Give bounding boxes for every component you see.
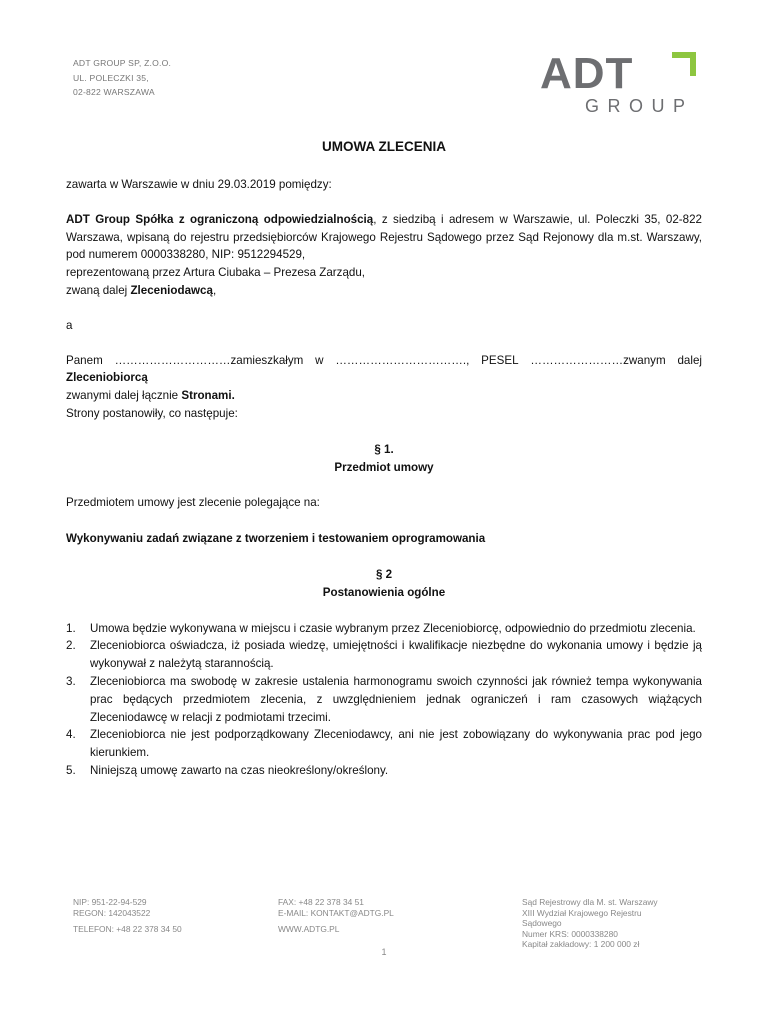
list-item — [66, 726, 702, 762]
adt-group-logo — [538, 48, 703, 118]
footer-website: WWW.ADTG.PL — [278, 924, 340, 934]
footer-col-court — [522, 897, 658, 950]
logo-sub-text: GROUP — [585, 96, 694, 116]
party1-called — [66, 282, 702, 300]
footer-court: Sąd Rejestrowy dla M. st. Warszawy — [522, 897, 658, 907]
party1-called-name: Zleceniodawcą — [130, 283, 213, 297]
section1-title: Przedmiot umowy — [334, 460, 434, 474]
page-number: 1 — [381, 947, 387, 957]
list-item — [66, 620, 702, 638]
list-item — [66, 637, 702, 673]
list-item-number: 5. — [66, 763, 76, 777]
document-title: UMOWA ZLECENIA — [322, 139, 446, 154]
parties-together — [66, 387, 702, 405]
party1-called-suffix: , — [212, 283, 217, 297]
and-text: a — [66, 318, 73, 332]
footer-court-dept-1: XIII Wydział Krajowego Rejestru — [522, 907, 642, 918]
party2-word-6: ……………………zwanym — [530, 353, 666, 367]
company-address — [73, 56, 171, 100]
party2-word-7: dalej — [677, 353, 702, 367]
footer-email: E-MAIL: KONTAKT@ADTG.PL — [278, 907, 394, 918]
parties-together-prefix: zwanymi dalej łącznie — [66, 389, 182, 403]
party2-word-2: …………………………zamieszkałym — [114, 353, 304, 367]
section1-number: § 1. — [374, 442, 394, 456]
list-item-text: Niniejszą umowę zawarto na czas nieokreślony/określony. — [90, 763, 389, 777]
list-item-number: 3. — [66, 674, 76, 688]
party2-called-name: Zleceniobiorcą — [66, 371, 148, 385]
party2-line — [66, 352, 702, 370]
footer-regon: REGON: 142043522 — [73, 907, 151, 918]
party2-word-1: Panem — [66, 353, 103, 367]
list-item-number: 2. — [66, 639, 76, 653]
section1-text: Przedmiotem umowy jest zlecenie polegające na: — [66, 496, 320, 510]
list-item — [66, 762, 702, 780]
footer-phone: TELEFON: +48 22 378 34 50 — [73, 924, 182, 934]
address-line-company: ADT GROUP SP, Z.O.O. — [73, 58, 172, 68]
list-item-text: Zleceniobiorca oświadcza, iż posiada wiedzę, umiejętności i kwalifikacje niezbędne do wykonania umowy i będzie ją wykonywał z należytą starannością. — [90, 639, 702, 671]
party1-called-prefix: zwaną dalej — [66, 283, 131, 297]
party1-represented: reprezentowaną przez Artura Ciubaka – Prezesa Zarządu, — [66, 266, 366, 280]
section2-number: § 2 — [375, 567, 393, 581]
list-item-text: Zleceniobiorca ma swobodę w zakresie ustalenia harmonogramu swoich czynności jak również tempa wykonywania prac będących przedmiotem zlecenia, z uwzględnieniem jednak ograniczeń i ram czasowych wiążących Zleceniodawcę w relacji z podmiotami trzecimi. — [90, 674, 702, 724]
party2-word-4: ……………………………., — [335, 353, 470, 367]
party2-word-5: PESEL — [481, 353, 519, 367]
footer-col-contact — [278, 897, 394, 935]
document-body — [66, 176, 702, 780]
intro-text: zawarta w Warszawie w dniu 29.03.2019 pomiędzy: — [66, 178, 332, 191]
section1-subject: Wykonywaniu zadań związane z tworzeniem i testowaniem oprogramowania — [66, 532, 486, 546]
list-item-text: Umowa będzie wykonywana w miejscu i czasie wybranym przez Zleceniobiorcę, odpowiednio do przedmiotu zlecenia. — [90, 621, 696, 635]
party1-paragraph — [66, 211, 702, 264]
party1-name: ADT Group Spółka z ograniczoną odpowiedzialnością — [66, 212, 374, 226]
logo-accent-corner-icon — [672, 52, 696, 76]
parties-together-name: Stronami. — [181, 389, 235, 403]
parties-agreed: Strony postanowiły, co następuje: — [66, 406, 238, 420]
address-line-street: UL. POLECZKI 35, — [73, 72, 149, 83]
list-item — [66, 673, 702, 726]
list-item-number: 1. — [66, 621, 76, 635]
footer-court-dept-2: Sądowego — [522, 918, 562, 928]
party2-word-3: w — [315, 353, 324, 367]
footer-krs: Numer KRS: 0000338280 — [522, 928, 618, 939]
list-item-number: 4. — [66, 728, 76, 742]
footer-fax: FAX: +48 22 378 34 51 — [278, 897, 364, 907]
list-item-text: Zleceniobiorca nie jest podporządkowany Zleceniodawcy, ani nie jest zobowiązany do wykonywania prac pod jego kierunkiem. — [90, 728, 702, 760]
section2-title: Postanowienia ogólne — [322, 585, 446, 599]
footer-capital: Kapitał zakładowy: 1 200 000 zł — [522, 939, 640, 949]
party1-address: , z siedzibą i adresem w Warszawie, ul. Poleczki 35, 02-822 Warszawa, wpisaną do rejestru przedsiębiorców Krajowego Rejestru Sądowego przez Sąd Rejonowy dla m.st. Warszawy, pod numerem 0000338280, NIP: 9512294529, — [66, 212, 702, 262]
address-line-city: 02-822 WARSZAWA — [73, 87, 155, 97]
footer-nip: NIP: 951-22-94-529 — [73, 897, 147, 907]
section2-list — [66, 620, 702, 780]
footer-col-registration — [73, 897, 182, 935]
logo-main-text: ADT — [540, 49, 634, 98]
